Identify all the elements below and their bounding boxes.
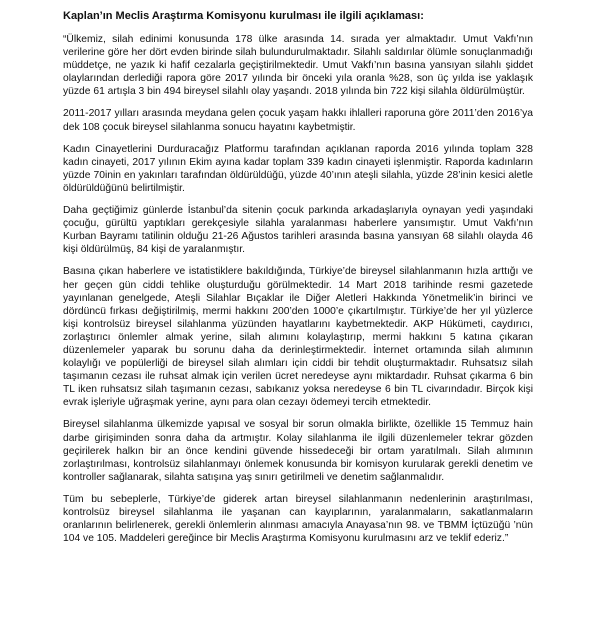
- paragraph-child-deaths: 2011-2017 yılları arasında meydana gelen çocuk yaşam hakkı ihlalleri raporuna göre 2011’den 2016’ya dek 108 çocuk bireysel silahlanma sonucu hayatını kaybetmiştir.: [63, 108, 533, 133]
- paragraph-recent-incidents: Daha geçtiğimiz günlerde İstanbul’da sitenin çocuk parkında arkadaşlarıyla oynayan yedi yaşındaki çocuğu, gürültü yaptıkları gerekçesiyle silahla yaralanması haberlere yansımıştır. Umut Vakfı’nın Kurban Bayramı tatilinin olduğu 21-26 Ağustos tarihleri arasında basına yansıyan 68 silahlı olayda 46 kişi öldürülmüş, 84 kişi de yaralanmıştır.: [63, 205, 533, 256]
- paragraph-femicide-report: Kadın Cinayetlerini Durduracağız Platformu tarafından açıklanan raporda 2016 yılında toplam 328 kadın cinayeti, 2017 yılının Ekim ayına kadar toplam 339 kadın cinayeti işlenmiştir. Raporda kadınların yüzde 70inin en yakınları tarafından öldürüldüğü, yüzde 40’ının ateşli silahla, yüzde 28’inin kesici aletle öldürüldüğünü belirtilmiştir.: [63, 143, 533, 194]
- paragraph-regulation-changes: Basına çıkan haberlere ve istatistiklere bakıldığında, Türkiye’de bireysel silahlanmanın hızla arttığı ve her geçen gün ciddi tehlike oluşturduğu görülmektedir. 14 Mart 2018 tarihinde resmi gazetede yayınlanan genelgede, Ateşli Silahlar Bıçaklar ile Diğer Aletleri Hakkında Yönetmelik’in birinci ve dördüncü fırkası değiştirilmiş, mermi hakkını 200’den 1000’e çıkartılmıştır. Türkiye’de her yıl yüzlerce kişi kontrolsüz bireysel silahlanma yüzünden hayatlarını kaybetmektedir. AKP Hükümeti, caydırıcı, zorlaştırıcı önlemler almak yerine, silah alımını kolaylaştırıp, mermi hakkını 5 katına çıkaran düzenlemeler yaparak bu sorunu daha da derinleştirmektedir. İnternet ortamında silah alımının kolaylığı ve popülerliği de bireysel silah alımları için ciddi bir tehdit oluşturmaktadır. Ruhsatsız silah taşımanın cezası ile ruhsat almak için verilen ücret neredeyse aynı miktardadır. Ruhsat çıkarma 6 bin TL iken ruhsatsız silah taşımanın cezası, sabıkanız yoksa neredeyse 6 bin TL civarındadır. Birçok kişi evrak işleriyle uğraşmak yerine, aynı para olan cezayı ödemeyi tercih etmektedir.: [63, 266, 533, 409]
- document-heading: Kaplan’ın Meclis Araştırma Komisyonu kurulması ile ilgili açıklaması:: [63, 10, 424, 22]
- paragraph-structural-problem: Bireysel silahlanma ülkemizde yapısal ve sosyal bir sorun olmakla birlikte, özellikle 15 Temmuz hain darbe girişiminden sonra daha da artmıştır. Kolay silahlanma ile ilgili düzenlemeler tekrar gözden geçirilerek halkın bir an önce kendini güvende hissedeceği bir ortam yaratılmalı. Silah alımının zorlaştırılması, kontrolsüz silahlanmayı önlemek konusunda bir komisyon kurularak gerekli denetim ve kontroller sağlanarak, silahta satışına yaş sınırı getirilmeli ve denetim sağlanmalıdır.: [63, 419, 533, 483]
- document-page: [63, 10, 533, 545]
- paragraph-commission-request: Tüm bu sebeplerle, Türkiye’de giderek artan bireysel silahlanmanın nedenlerinin araştırılması, kontrolsüz bireysel silahlanma ile yaşanan can kayıplarının, yaralanmaların, sakatlanmaların oranlarının belirlenerek, gerekli önlemlerin alınması amacıyla Anayasa’nın 98. ve TBMM İçtüzüğü ’nün 104 ve 105. Maddeleri gereğince bir Meclis Araştırma Komisyonu kurulmasını arz ve teklif ederiz.”: [63, 493, 533, 545]
- paragraph-weapon-ownership: “Ülkemiz, silah edinimi konusunda 178 ülke arasında 14. sırada yer almaktadır. Umut Vakfı’nın verilerine göre her dört evden birinde silah bulundurulmaktadır. Silahlı saldırılar ölümle sonuçlanmadığı müddetçe, ne yazık ki hafif cezalarla geçiştirilmektedir. Umut Vakfı’nın basına yansıyan silahlı şiddet olaylarından derlediği rapora göre 2017 yılında bir önceki yıla oranla %28, son üç yılda ise yaklaşık yüzde 61 artışla 3 bin 494 bireysel silahlı olay yaşandı. 2018 yılında bin 722 kişi silahla öldürülmüştür.: [63, 34, 533, 98]
